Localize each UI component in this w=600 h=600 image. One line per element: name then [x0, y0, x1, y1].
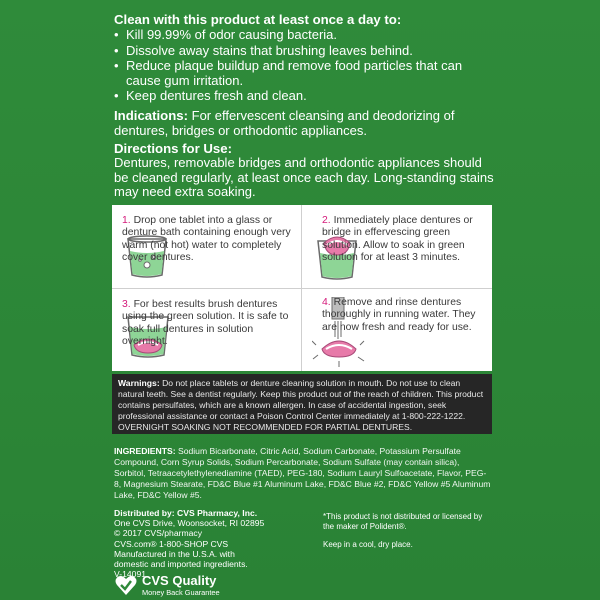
logo-tagline: Money Back Guarantee	[142, 588, 220, 597]
indications-text: For effervescent cleansing and deodorizing of dentures, bridges or orthodontic appliances.	[114, 108, 455, 138]
disclaimer-text: *This product is not distributed or licensed by the maker of Polident®.	[323, 512, 483, 531]
step-text	[122, 299, 297, 349]
step-2	[302, 205, 492, 288]
list-item: • Reduce plaque buildup and remove food particles that can cause gum irritation.	[114, 59, 494, 88]
step-4	[302, 289, 492, 372]
distributor-line: V-14091	[114, 569, 147, 580]
distributor-section	[114, 508, 314, 579]
distributor-line: domestic and imported ingredients.	[114, 559, 248, 570]
storage-text: Keep in a cool, dry place.	[323, 540, 413, 549]
benefit-list	[114, 28, 494, 104]
step-description: Immediately place dentures or bridge in effervescing green solution. Allow to soak in green solution for at least 3 minutes.	[322, 215, 473, 264]
distributor-line: One CVS Drive, Woonsocket, RI 02895	[114, 518, 265, 529]
distributor-line: Manufactured in the U.S.A. with	[114, 548, 235, 559]
step-number: 3.	[122, 299, 131, 310]
logo-brand: CVS Quality	[142, 573, 217, 588]
intro-section	[114, 12, 494, 105]
indications-label: Indications:	[114, 108, 188, 123]
distributor-line: CVS.com® 1-800-SHOP CVS	[114, 538, 229, 549]
indications-section	[114, 108, 494, 138]
heart-check-icon	[114, 573, 138, 597]
step-1	[112, 205, 302, 288]
step-text	[322, 297, 482, 334]
step-text	[322, 215, 482, 265]
step-description: Remove and rinse dentures thoroughly in running water. They are now fresh and ready for use.	[322, 297, 476, 333]
ingredients-text: Sodium Bicarbonate, Citric Acid, Sodium Carbonate, Potassium Persulfate Compound, Corn Syrup Solids, Sodium Percarbonate, Sodium Sulfate (may contain silica), Sorbitol, Tetraacetylethylenediamine (TAED), PEG-180, Sodium Lauryl Sulfoacetate, Flavor, PEG-8, Magnesium Stearate, FD&C Blue #1 Aluminum Lake, FD&C Blue #2, FD&C Yellow #5 Aluminum Lake, FD&C Yellow #5.	[114, 446, 491, 500]
warnings-caps: OVERNIGHT SOAKING NOT RECOMMENDED FOR PARTIAL DENTURES.	[118, 422, 413, 432]
step-number: 4.	[322, 297, 331, 308]
step-description: Drop one tablet into a glass or denture bath containing enough very warm (not hot) water to completely cover dentures.	[122, 215, 291, 264]
step-number: 1.	[122, 215, 131, 226]
warnings-text: Do not place tablets or denture cleaning solution in mouth. Do not use to clean natural teeth. See a dentist regularly. Keep this product out of the reach of children. This product contains persulfates, which are a known allergen. In case of accidental ingestion, seek professional assistance or contact a Poison Control Center immediately at 1-800-222-1222.	[118, 378, 484, 421]
list-item: • Kill 99.99% of odor causing bacteria.	[114, 28, 494, 43]
intro-heading: Clean with this product at least once a day to:	[114, 12, 402, 27]
warnings-box	[112, 374, 492, 434]
list-item: • Dissolve away stains that brushing leaves behind.	[114, 44, 494, 59]
step-3	[112, 289, 302, 372]
ingredients-section	[114, 446, 492, 501]
directions-section	[114, 141, 494, 200]
step-number: 2.	[322, 215, 331, 226]
distributor-line: © 2017 CVS/pharmacy	[114, 528, 203, 539]
distributor-label: Distributed by: CVS Pharmacy, Inc.	[114, 508, 258, 518]
directions-heading: Directions for Use:	[114, 141, 232, 156]
step-text	[122, 215, 297, 265]
ingredients-label: INGREDIENTS:	[114, 446, 176, 456]
warnings-label: Warnings:	[118, 378, 160, 388]
notice-section	[323, 512, 493, 550]
cvs-quality-logo	[114, 573, 264, 599]
list-item: • Keep dentures fresh and clean.	[114, 89, 494, 104]
steps-panel	[112, 205, 492, 371]
step-description: For best results brush dentures using the green solution. It is safe to soak full dentures in solution overnight.	[122, 299, 289, 348]
directions-text: Dentures, removable bridges and orthodontic appliances should be cleaned regularly, at least once each day. Long-standing stains may need extra soaking.	[114, 155, 494, 200]
